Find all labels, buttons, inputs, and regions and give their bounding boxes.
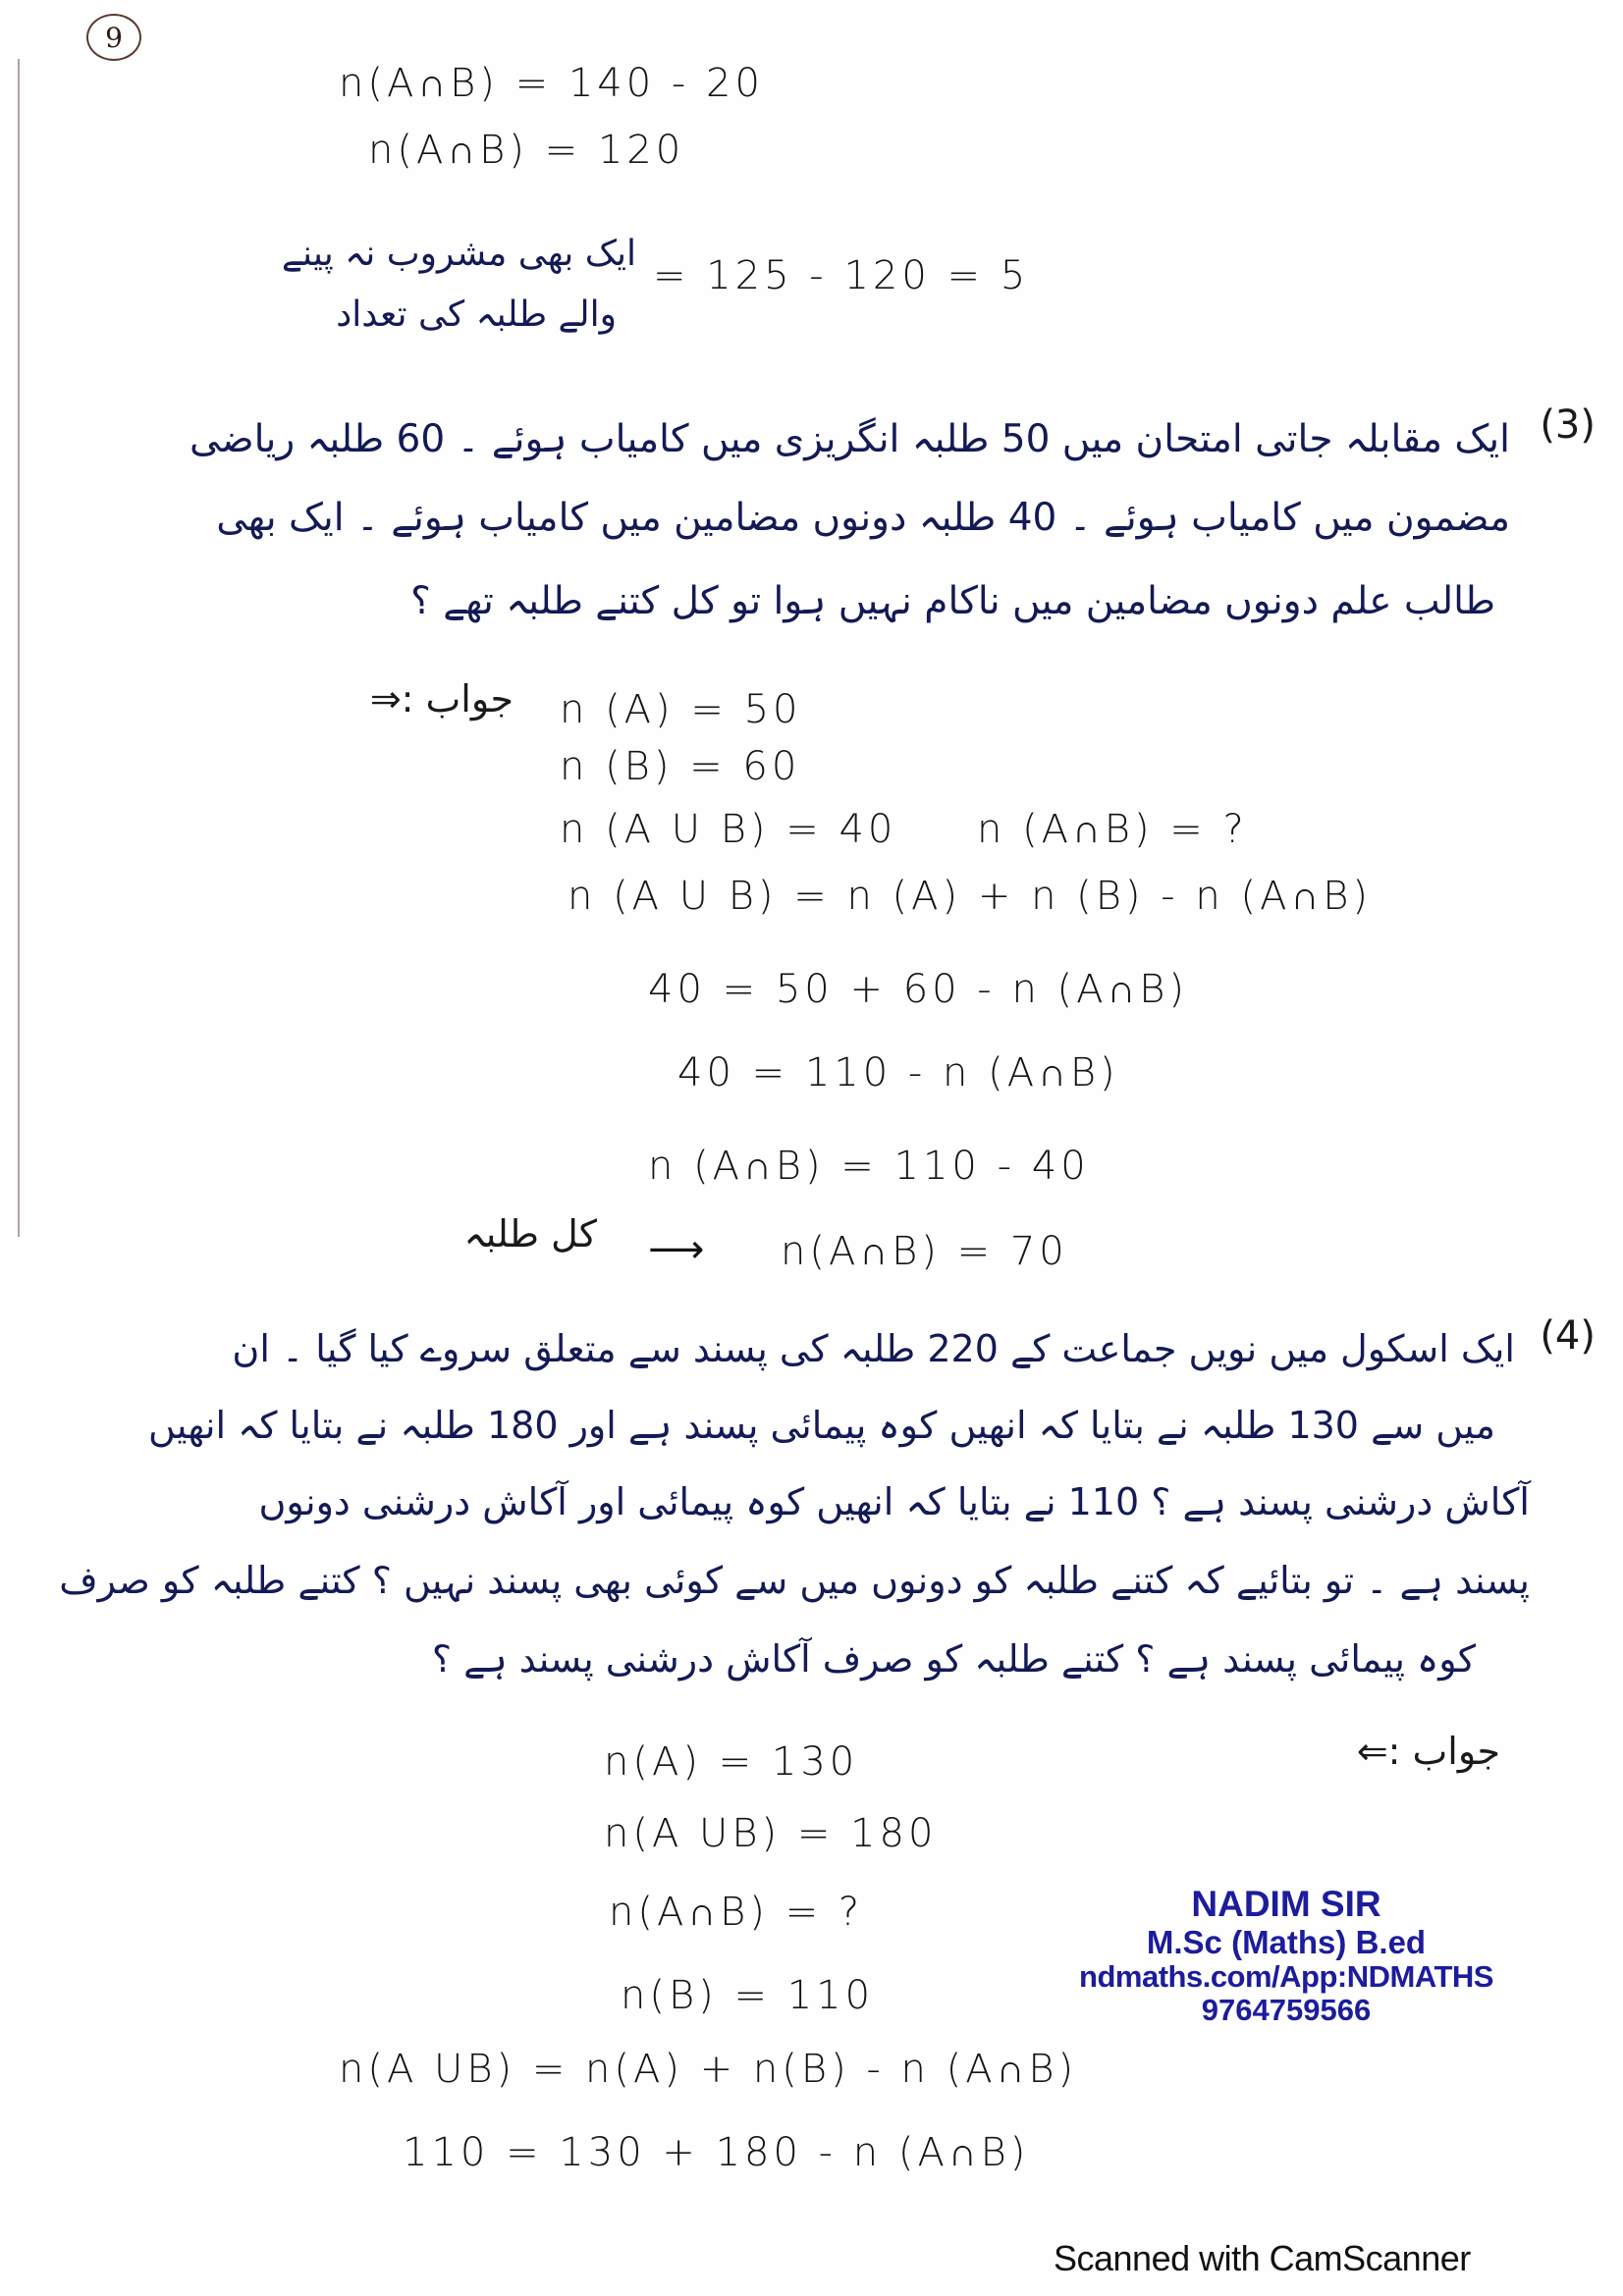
problem4-step-2: 110 = 130 + 180 - n (A∩B) — [403, 2130, 1030, 2175]
problem4-given-aub: n(A UB) = 180 — [604, 1811, 938, 1856]
problem3-line-3: طالب علم دونوں مضامین میں ناکام نہیں ہوا تو کل کتنے طلبہ تھے ؟ — [410, 579, 1495, 623]
top-eq-1: n(A∩B) = 140 - 20 — [339, 61, 764, 106]
problem4-line-3: آکاش درشنی پسند ہے ؟ 110 نے بتایا کہ انھیں کوہ پیمائی اور آکاش درشنی دونوں — [258, 1480, 1530, 1523]
problem4-number: (4) — [1540, 1313, 1596, 1359]
page-number — [86, 14, 141, 61]
teacher-stamp — [1065, 1885, 1507, 2027]
problem3-final: n(A∩B) = 70 — [781, 1229, 1068, 1274]
problem3-line-2: مضمون میں کامیاب ہوئے ۔ 40 طلبہ دونوں مضامین میں کامیاب ہوئے ۔ ایک بھی — [216, 496, 1510, 540]
page-number-text: 9 — [105, 21, 123, 54]
top-label-line-1: ایک بھی مشروب نہ پینے — [281, 234, 636, 274]
stamp-qualification: M.Sc (Maths) B.ed — [1146, 1923, 1427, 1960]
problem4-line-1: ایک اسکول میں نویں جماعت کے 220 طلبہ کی پسند سے متعلق سروے کیا گیا ۔ ان — [232, 1327, 1515, 1370]
problem3-unknown: n (A∩B) = ? — [977, 807, 1248, 852]
problem3-total-label: کل طلبہ — [463, 1212, 597, 1255]
problem4-answer-label: جواب :⇐ — [1356, 1730, 1500, 1773]
right-arrow-icon: ⟶ — [648, 1227, 705, 1272]
problem4-line-4: پسند ہے ۔ تو بتائیے کہ کتنے طلبہ کو دونوں میں سے کوئی بھی پسند نہیں ؟ کتنے طلبہ کو صرف — [59, 1559, 1530, 1602]
problem4-step-1: n(A UB) = n(A) + n(B) - n (A∩B) — [339, 2047, 1078, 2092]
problem3-given-a: n (A) = 50 — [560, 687, 802, 732]
problem4-given-a: n(A) = 130 — [604, 1739, 859, 1785]
problem3-given-aub: n (A U B) = 40 — [560, 807, 897, 852]
margin-line — [18, 59, 20, 1237]
problem3-given-b: n (B) = 60 — [560, 744, 801, 789]
problem3-line-1: ایک مقابلہ جاتی امتحان میں 50 طلبہ انگریزی میں کامیاب ہوئے ۔ 60 طلبہ ریاضی — [189, 417, 1510, 461]
top-result: = 125 - 120 = 5 — [653, 253, 1030, 298]
problem3-step-2: 40 = 50 + 60 - n (A∩B) — [648, 967, 1189, 1012]
problem3-number: (3) — [1540, 402, 1596, 448]
problem3-step-4: n (A∩B) = 110 - 40 — [648, 1144, 1090, 1189]
problem3-step-1: n (A U B) = n (A) + n (B) - n (A∩B) — [568, 874, 1372, 919]
problem3-answer-label: جواب :⇒ — [369, 677, 514, 721]
problem4-line-2: میں سے 130 طلبہ نے بتایا کہ انھیں کوہ پیمائی پسند ہے اور 180 طلبہ نے بتایا کہ انھیں — [148, 1404, 1495, 1447]
problem3-step-3: 40 = 110 - n (A∩B) — [677, 1050, 1119, 1095]
camscanner-footer: Scanned with CamScanner — [1054, 2238, 1471, 2278]
top-eq-2: n(A∩B) = 120 — [368, 128, 685, 173]
stamp-website: ndmaths.com/App:NDMATHS — [1079, 1958, 1493, 1994]
problem4-given-b: n(B) = 110 — [621, 1973, 875, 2018]
problem4-line-5: کوہ پیمائی پسند ہے ؟ کتنے طلبہ کو صرف آکاش درشنی پسند ہے ؟ — [431, 1637, 1476, 1681]
top-label-line-2: والے طلبہ کی تعداد — [336, 294, 617, 335]
stamp-name: NADIM SIR — [1191, 1884, 1381, 1924]
stamp-phone: 9764759566 — [1201, 1993, 1372, 2028]
problem4-given-anb: n(A∩B) = ? — [609, 1890, 864, 1935]
